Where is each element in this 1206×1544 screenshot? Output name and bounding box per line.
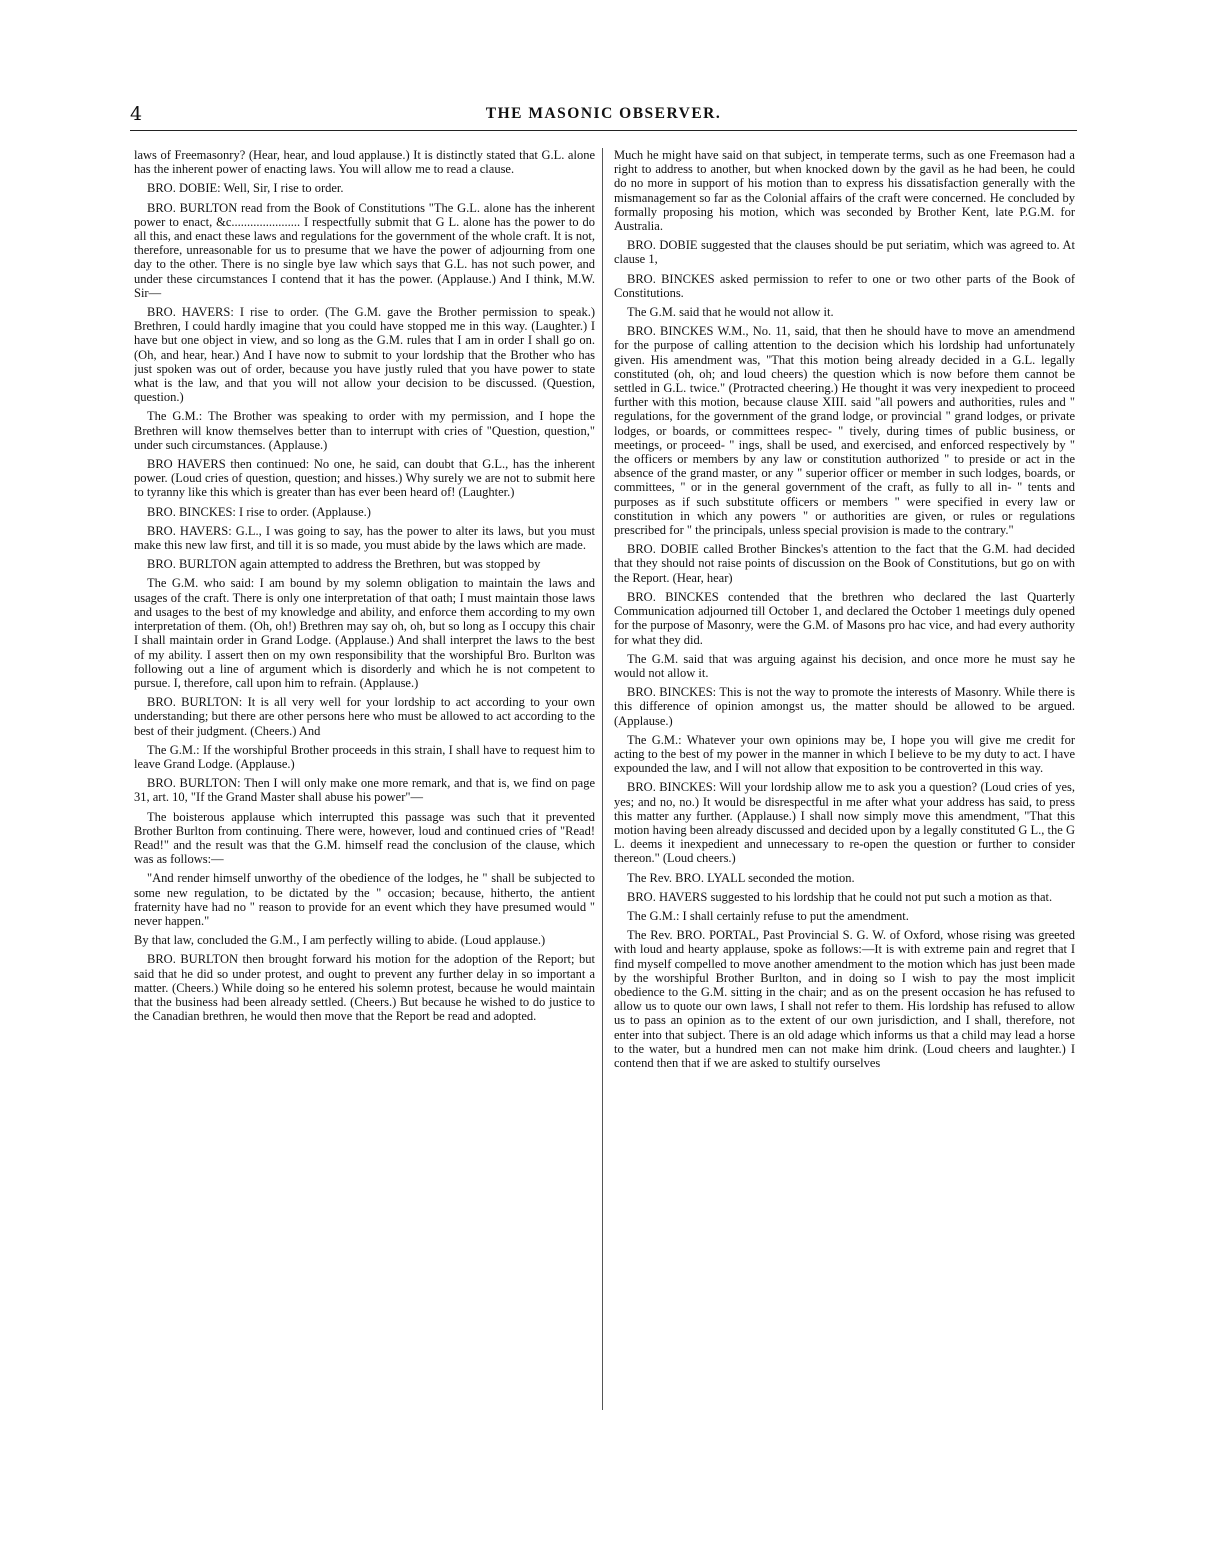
column-divider — [602, 148, 603, 1410]
header-rule — [130, 130, 1077, 131]
paragraph: The G.M.: Whatever your own opinions may be, I hope you will give me credit for acting to the best of my power in the manner in which I believe to be my duty to act. I have expounded the law, and I will not allow that exposition to be controverted in this way. — [614, 732, 1075, 776]
paragraph: BRO. HAVERS: I rise to order. (The G.M. gave the Brother permission to speak.) Brethren, I could hardly imagine that you could have stopped me in this way. (Laughter.) I have but one object in view, and so long as the G.M. rules that I am in order I shall go on. (Oh, and hear, hear.) And I have now to submit to your lordship that the Brother who has just spoken was out of order, because you have justly ruled that you have power to state what is the law, and that you will not allow your decision to be discussed. (Question, question.) — [134, 305, 595, 405]
left-column — [134, 148, 595, 1418]
paragraph: BRO HAVERS then continued: No one, he said, can doubt that G.L., has the inherent power. (Loud cries of question, question; and hisses.) Why surely we are not to submit here to tyranny like this which is greater than has ever been heard of! (Laughter.) — [134, 457, 595, 500]
quoted-clause: "And render himself unworthy of the obedience of the lodges, he " shall be subjected to some new regulation, to be dictated by the " occasion; because, hitherto, the antient fraternity have had no " reason to provide for an event which they have presumed would " never happen." — [134, 871, 595, 928]
paragraph: BRO. BURLTON: Then I will only make one more remark, and that is, we find on page 31, art. 10, "If the Grand Master shall abuse his power"— — [134, 776, 595, 805]
paragraph: BRO. BINCKES contended that the brethren who declared the last Quarterly Communication adjourned till October 1, and declared the October 1 meetings duly opened for the purpose of Masonry, were the G.M. of Masons pro hac vice, and had every authority for what they did. — [614, 589, 1075, 647]
paragraph: The G.M.: The Brother was speaking to order with my permission, and I hope the Brethren will know themselves better than to interrupt with cries of "Question, question," under such circumstances. (Applause.) — [134, 409, 595, 452]
right-column — [614, 148, 1075, 1418]
publication-title: THE MASONIC OBSERVER. — [485, 105, 722, 122]
paragraph: BRO. BURLTON then brought forward his motion for the adoption of the Report; but said that he did so under protest, and ought to prevent any further delay in so important a matter. (Cheers.) While doing so he entered his solemn protest, because he would maintain that the business had been already settled. (Cheers.) But because he wished to do justice to the Canadian brethren, he would then move that the Report be read and adopted. — [134, 952, 595, 1024]
paragraph: The Rev. BRO. LYALL seconded the motion. — [627, 870, 855, 885]
paragraph: The G.M. said that he would not allow it. — [627, 305, 834, 320]
paragraph: BRO. BINCKES: Will your lordship allow me to ask you a question? (Loud cries of yes, yes; and no, no.) It would be disrespectful in me after what your address has said, to press this matter any further. (Applause.) I shall now simply move this amendment, "That this motion having been already discussed and decided upon by a legally constituted G L., the G L. deems it inexpedient and unnecessary to re-open the question or further to consider thereon." (Loud cheers.) — [614, 780, 1075, 866]
paragraph: The G.M.: I shall certainly refuse to put the amendment. — [627, 908, 909, 923]
paragraph: BRO. HAVERS: G.L., I was going to say, has the power to alter its laws, but you must make this new law first, and till it is so made, you must abide by the laws which are made. — [134, 523, 595, 553]
paragraph: laws of Freemasonry? (Hear, hear, and loud applause.) It is distinctly stated that G.L. alone has the inherent power of enacting laws. You will allow me to read a clause. — [134, 148, 595, 177]
paragraph: BRO. BURLTON again attempted to address the Brethren, but was stopped by — [147, 557, 541, 572]
paragraph: BRO. DOBIE called Brother Binckes's attention to the fact that the G.M. had decided that they should not raise points of discussion on the Book of Constitutions, but go on with the Report. (Hear, hear) — [614, 542, 1075, 585]
page-header — [130, 103, 1077, 125]
paragraph: BRO. BINCKES W.M., No. 11, said, that then he should have to move an amendmend for the purpose of calling attention to the decision which his lordship had unfortunately given. His amendment was, "That this motion being already decided in a G.L. legally constituted (oh, oh; and loud cheers) the question which is now before them cannot be settled in G.L. twice." (Protracted cheering.) He thought it was very inexpedient to proceed further with this motion, because clause XIII. said "all powers and authorities, rules and " regulations, for the government of the grand lodge, or provincial " grand lodges, or private lodges, or boards, or committees respec- " tively, during times of public business, or meetings, or proceed- " ings, shall be used, and exercised, and enforced respectively by " the officers or members by any law or constitution authorized " to preside or act in the absence of the grand master, or any " superior officer or member in such lodges, boards, or committees, " or in the general government of the craft, as fully to all in- " tents and purposes as if such substitute officers or members " were specified in every law or constitution in which any powers " or authorities are given, or rules or regulations prescribed for " the principals, unless special provision is made to the contrary." — [614, 324, 1075, 538]
paragraph: BRO. BINCKES asked permission to refer to one or two other parts of the Book of Constitutions. — [614, 271, 1075, 300]
paragraph: The G.M. said that was arguing against his decision, and once more he must say he would not allow it. — [614, 651, 1075, 680]
paragraph: BRO. HAVERS suggested to his lordship that he could not put such a motion as that. — [627, 889, 1053, 904]
paragraph: The boisterous applause which interrupted this passage was such that it prevented Brother Burlton from continuing. There were, however, loud and continued cries of "Read! Read!" and the result was that the G.M. himself read the conclusion of the clause, which was as follows:— — [134, 809, 595, 867]
paragraph: Much he might have said on that subject, in temperate terms, such as one Freemason had a right to address to another, but when knocked down by the gavil as he had been, he could do no more in support of his motion than to express his dissatisfaction generally with the mismanagement so far as the Colonial affairs of the craft were concerned. He concluded by formally proposing his motion, which was seconded by Brother Kent, late P.G.M. for Australia. — [614, 148, 1075, 234]
paragraph: BRO. BINCKES: I rise to order. (Applause.) — [147, 504, 371, 519]
paragraph: BRO. DOBIE: Well, Sir, I rise to order. — [147, 181, 344, 196]
paragraph: BRO. BURLTON: It is all very well for your lordship to act according to your own understanding; but there are other persons here who must be allowed to act according to the best of their judgment. (Cheers.) And — [134, 695, 595, 738]
paragraph: BRO. BURLTON read from the Book of Constitutions "The G.L. alone has the inherent power to enact, &c...................... I respectfully submit that G L. alone has the power to do all this, and enact these laws and regulations for the government of the whole craft. It is not, therefore, unreasonable for us to presume that we have the power of adjourning from one day to the other. There is no single bye law which says that G.L. has not such power, and under these circumstances I contend that it has the power. (Applause.) And I think, M.W. Sir— — [134, 200, 595, 300]
paragraph: The G.M. who said: I am bound by my solemn obligation to maintain the laws and usages of the craft. There is only one interpretation of that oath; I must maintain those laws and usages to the best of my knowledge and ability, and enforce them according to my own interpretation of them. (Oh, oh!) Brethren may say oh, oh, but so long as I occupy this chair I shall maintain order in Grand Lodge. (Applause.) And shall interpret the laws to the best of my ability. I assert then on my own responsibility that the worshipful Bro. Burlton was following out a line of argument which is disorderly and which he is not competent to pursue. I, therefore, call upon him to refrain. (Applause.) — [134, 576, 595, 690]
paragraph: By that law, concluded the G.M., I am perfectly willing to abide. (Loud applause.) — [134, 933, 546, 948]
page-number: 4 — [130, 103, 143, 125]
paragraph: BRO. DOBIE suggested that the clauses should be put seriatim, which was agreed to. At clause 1, — [614, 238, 1075, 267]
paragraph: The G.M.: If the worshipful Brother proceeds in this strain, I shall have to request him to leave Grand Lodge. (Applause.) — [134, 742, 595, 771]
paragraph: The Rev. BRO. PORTAL, Past Provincial S. G. W. of Oxford, whose rising was greeted with loud and hearty applause, spoke as follows:—It is with extreme pain and regret that I find myself compelled to move another amendment to the motion which has just been made by the worshipful Brother Burlton, and in doing so I wish to pay the most implicit obedience to the G.M. sitting in the chair; and as on the present occasion he has refused to allow us to quote our own laws, I shall not refer to them. His lordship has refused to allow us to pass an opinion as to the extent of our own jurisdiction, and I shall, therefore, not enter into that subject. There is an old adage which informs us that a child may lead a horse to the water, but a hundred men can not make him drink. (Loud cheers and laughter.) I contend then that if we are asked to stultify ourselves — [614, 928, 1075, 1070]
paragraph: BRO. BINCKES: This is not the way to promote the interests of Masonry. While there is this difference of opinion amongst us, the matter should be allowed to be argued. (Applause.) — [614, 685, 1075, 728]
